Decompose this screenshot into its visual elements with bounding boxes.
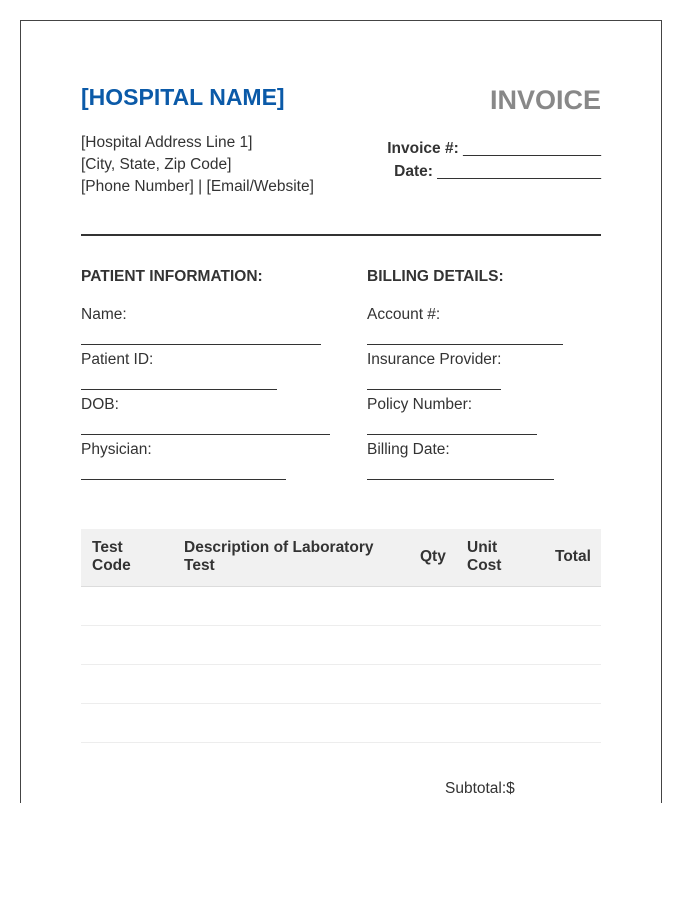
- column-qty: Qty: [420, 548, 446, 565]
- subtotal-label: Subtotal:$: [445, 780, 515, 797]
- invoice-fields: [387, 137, 601, 183]
- table-row[interactable]: [81, 664, 601, 665]
- hospital-address: [81, 132, 314, 198]
- address-line-1: [Hospital Address Line 1]: [81, 134, 253, 151]
- column-total: Total: [555, 548, 591, 565]
- policy-number-label: Policy Number:: [367, 396, 473, 413]
- patient-dob-label: DOB:: [81, 396, 119, 413]
- column-test-code: Test Code: [92, 539, 131, 574]
- lab-tests-table-header: [81, 529, 601, 587]
- invoice-number-label: Invoice #:: [387, 140, 459, 157]
- table-row[interactable]: [81, 625, 601, 626]
- table-row[interactable]: [81, 703, 601, 704]
- patient-name-label: Name:: [81, 306, 127, 323]
- invoice-date-field[interactable]: ___________________: [437, 163, 601, 180]
- policy-number-field[interactable]: [367, 434, 537, 435]
- address-line-2: [City, State, Zip Code]: [81, 156, 232, 173]
- column-description: Description of Laboratory Test: [184, 539, 374, 574]
- invoice-number-row: [387, 137, 601, 160]
- account-number-field[interactable]: [367, 344, 563, 345]
- header-divider: [81, 234, 601, 236]
- insurance-provider-field[interactable]: [367, 389, 501, 390]
- billing-details-title: BILLING DETAILS:: [367, 268, 504, 285]
- patient-id-field[interactable]: [81, 389, 277, 390]
- column-unit-cost: Unit Cost: [467, 539, 502, 574]
- table-row[interactable]: [81, 742, 601, 743]
- patient-info-title: PATIENT INFORMATION:: [81, 268, 263, 285]
- physician-label: Physician:: [81, 441, 152, 458]
- patient-dob-field[interactable]: [81, 434, 330, 435]
- billing-date-field[interactable]: [367, 479, 554, 480]
- account-number-label: Account #:: [367, 306, 441, 323]
- invoice-title: INVOICE: [489, 85, 601, 115]
- invoice-page: [20, 20, 662, 803]
- invoice-number-field[interactable]: ________________: [463, 140, 601, 157]
- invoice-date-row: [387, 160, 601, 183]
- invoice-date-label: Date:: [394, 163, 433, 180]
- hospital-name: [HOSPITAL NAME]: [81, 84, 285, 110]
- billing-date-label: Billing Date:: [367, 441, 450, 458]
- address-line-3: [Phone Number] | [Email/Website]: [81, 178, 314, 195]
- physician-field[interactable]: [81, 479, 286, 480]
- insurance-provider-label: Insurance Provider:: [367, 351, 502, 368]
- patient-id-label: Patient ID:: [81, 351, 154, 368]
- patient-name-field[interactable]: [81, 344, 321, 345]
